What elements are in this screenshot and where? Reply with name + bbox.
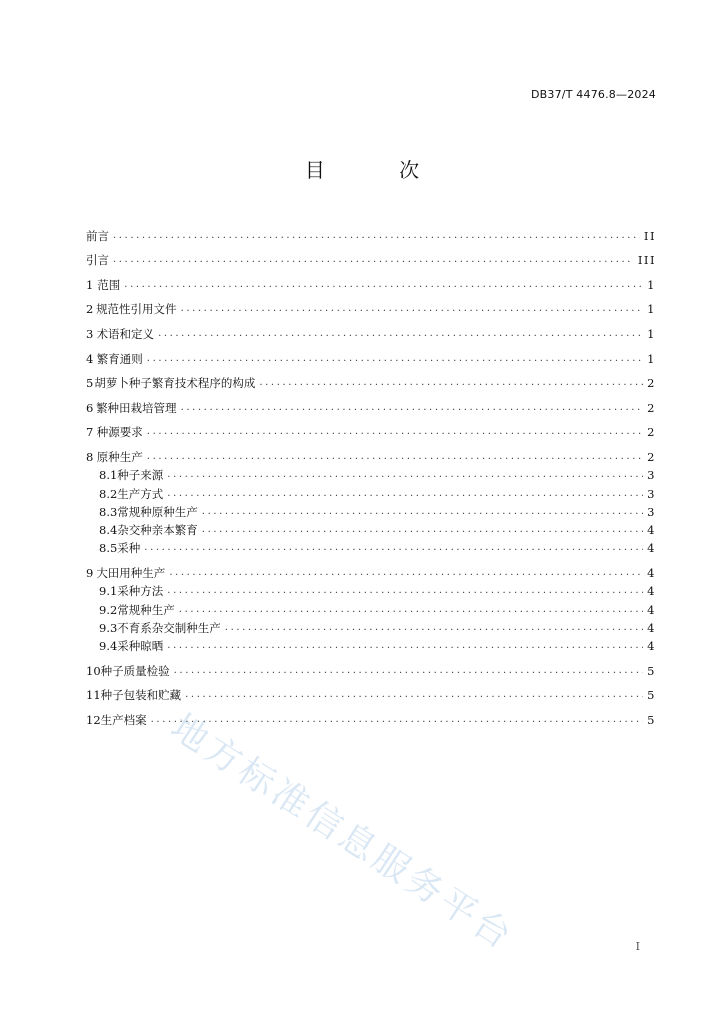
- toc-entry-page: 4: [647, 639, 656, 654]
- toc-entry-label: 种子来源: [117, 468, 164, 483]
- toc-entry-number: 2: [86, 302, 94, 317]
- toc-leader-dots: [124, 278, 643, 292]
- standard-code: DB37/T 4476.8—2024: [530, 88, 656, 101]
- toc-entry[interactable]: [86, 390, 656, 415]
- toc-entry-number: 8.3: [99, 504, 118, 519]
- toc-entry-label: 前言: [86, 228, 109, 243]
- page-title: 目 次: [304, 158, 454, 182]
- toc-entry-number: 9: [86, 566, 94, 581]
- toc-entry-page: 1: [647, 302, 656, 317]
- toc-entry-page: 4: [647, 602, 656, 617]
- toc-entry-label: 杂交种亲本繁育: [117, 523, 198, 538]
- toc-entry[interactable]: [86, 439, 656, 464]
- toc-entry-number: 8: [86, 449, 94, 464]
- toc-entry-page: 1: [647, 351, 656, 366]
- toc-entry-number: 4: [86, 351, 94, 366]
- toc-entry-number: 9.3: [99, 620, 118, 635]
- toc-entry-page: 2: [647, 425, 656, 440]
- toc-entry[interactable]: [86, 537, 656, 555]
- toc-entry-label: 大田用种生产: [96, 566, 166, 581]
- toc-leader-dots: [147, 352, 643, 366]
- toc-entry-page: III: [637, 253, 656, 268]
- toc-entry-number: 6: [86, 400, 94, 415]
- toc-entry-number: 12: [86, 712, 101, 727]
- toc-leader-dots: [259, 376, 643, 390]
- toc-entry-label: 引言: [86, 253, 109, 268]
- toc-entry-page: 3: [647, 504, 656, 519]
- toc-leader-dots: [167, 468, 643, 482]
- toc-entry-number: 9.4: [99, 639, 118, 654]
- toc-leader-dots: [167, 584, 643, 598]
- toc-entry-number: 8.2: [99, 486, 118, 501]
- toc-entry-number: 8.5: [99, 541, 118, 556]
- page-number: I: [635, 940, 640, 953]
- toc-entry-page: 2: [647, 449, 656, 464]
- toc-entry-label: 生产档案: [100, 712, 147, 727]
- toc-entry-label: 术语和定义: [96, 326, 155, 341]
- toc-leader-dots: [185, 688, 643, 702]
- toc-entry[interactable]: [86, 292, 656, 317]
- toc-leader-dots: [225, 621, 643, 635]
- toc-entry-label: 生产方式: [117, 486, 164, 501]
- toc-entry-number: 10: [86, 663, 101, 678]
- toc-entry[interactable]: [86, 702, 656, 727]
- toc-entry[interactable]: [86, 267, 656, 292]
- toc-entry[interactable]: [86, 555, 656, 580]
- toc-entry[interactable]: [86, 316, 656, 341]
- toc-entry-label: 种子包装和贮藏: [100, 688, 182, 703]
- toc-entry-page: 4: [647, 566, 656, 581]
- toc-leader-dots: [147, 450, 643, 464]
- toc-leader-dots: [202, 505, 643, 519]
- toc-entry-number: 5: [86, 376, 94, 391]
- toc-entry-label: 种源要求: [96, 425, 143, 440]
- toc-entry-label: 胡萝卜种子繁育技术程序的构成: [94, 376, 256, 391]
- toc-leader-dots: [179, 603, 643, 617]
- toc-entry-number: 9.2: [99, 602, 118, 617]
- toc-entry-page: II: [643, 228, 656, 243]
- toc-leader-dots: [113, 253, 634, 267]
- toc-entry[interactable]: [86, 635, 656, 653]
- toc-entry[interactable]: [86, 580, 656, 598]
- toc-entry-label: 不育系杂交制种生产: [117, 620, 221, 635]
- toc-entry[interactable]: [86, 598, 656, 616]
- toc-leader-dots: [181, 302, 644, 316]
- toc-leader-dots: [147, 425, 643, 439]
- toc-entry-label: 采种方法: [117, 584, 164, 599]
- toc-entry-label: 常规种生产: [117, 602, 175, 617]
- toc-entry-label: 采种: [117, 541, 141, 556]
- toc-entry-label: 繁种田栽培管理: [96, 400, 177, 415]
- toc-leader-dots: [181, 401, 644, 415]
- watermark: 地方标准信息服务平台: [163, 706, 522, 959]
- toc-entry-label: 常规种原种生产: [117, 504, 198, 519]
- toc-entry[interactable]: [86, 243, 656, 268]
- toc-leader-dots: [144, 541, 643, 555]
- toc-entry-number: 9.1: [99, 584, 118, 599]
- toc-leader-dots: [167, 487, 643, 501]
- toc-entry-number: 1: [86, 277, 94, 292]
- toc-entry[interactable]: [86, 678, 656, 703]
- toc-entry-label: 繁育通则: [96, 351, 143, 366]
- toc-entry-label: 采种晾晒: [117, 639, 164, 654]
- toc-entry-label: 规范性引用文件: [96, 302, 177, 317]
- toc-entry[interactable]: [86, 415, 656, 440]
- toc-leader-dots: [167, 639, 643, 653]
- toc-entry-number: 8.4: [99, 523, 118, 538]
- toc-entry-label: 范围: [97, 277, 121, 292]
- toc-entry[interactable]: [86, 501, 656, 519]
- toc-entry-number: 7: [86, 425, 94, 440]
- toc-leader-dots: [202, 523, 643, 537]
- toc-entry-page: 3: [647, 486, 656, 501]
- toc-leader-dots: [169, 566, 643, 580]
- table-of-contents: [86, 218, 656, 727]
- toc-entry-page: 4: [647, 620, 656, 635]
- toc-entry-number: 8.1: [99, 468, 118, 483]
- toc-entry-page: 2: [647, 400, 656, 415]
- toc-entry-page: 5: [647, 688, 656, 703]
- toc-leader-dots: [151, 713, 644, 727]
- toc-leader-dots: [174, 664, 644, 678]
- toc-entry[interactable]: [86, 341, 656, 366]
- toc-entry[interactable]: [86, 218, 656, 243]
- toc-entry-number: 3: [86, 326, 94, 341]
- toc-leader-dots: [158, 327, 643, 341]
- toc-entry-label: 种子质量检验: [100, 663, 170, 678]
- toc-entry[interactable]: [86, 653, 656, 678]
- toc-entry-page: 4: [647, 584, 656, 599]
- toc-entry[interactable]: [86, 519, 656, 537]
- toc-entry-page: 4: [647, 523, 656, 538]
- toc-entry-number: 11: [86, 688, 101, 703]
- toc-entry-page: 2: [647, 376, 656, 391]
- toc-entry-page: 3: [647, 468, 656, 483]
- toc-entry-page: 1: [647, 277, 656, 292]
- toc-entry[interactable]: [86, 617, 656, 635]
- toc-entry-label: 原种生产: [96, 449, 143, 464]
- toc-entry-page: 1: [647, 326, 656, 341]
- toc-entry[interactable]: [86, 366, 656, 391]
- toc-leader-dots: [113, 229, 640, 243]
- toc-entry-page: 5: [647, 712, 656, 727]
- toc-entry[interactable]: [86, 464, 656, 482]
- toc-entry[interactable]: [86, 482, 656, 500]
- toc-entry-page: 4: [647, 541, 656, 556]
- toc-entry-page: 5: [647, 663, 656, 678]
